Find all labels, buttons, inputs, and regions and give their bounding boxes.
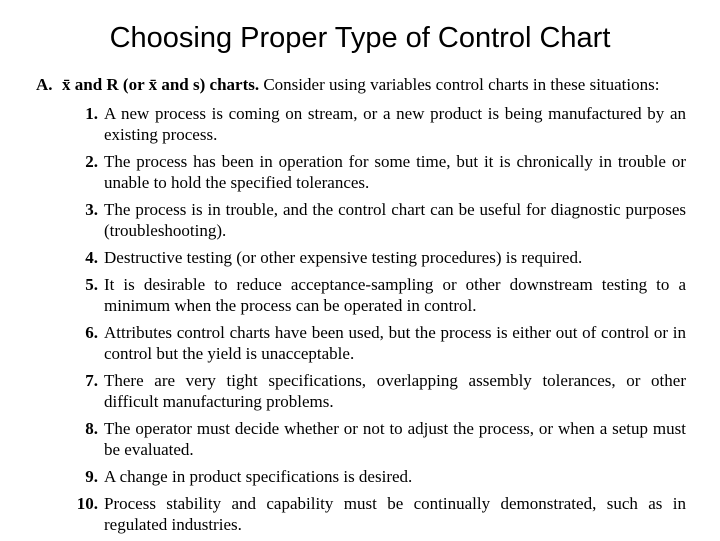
list-item-number: 10. xyxy=(76,494,98,513)
list-item xyxy=(36,493,686,535)
list-item-text: The process has been in operation for some time, but it is chronically in trouble or unable to hold the specified tolerances. xyxy=(104,152,686,192)
numbered-list xyxy=(36,103,686,535)
section-heading xyxy=(36,74,686,95)
list-item-text: Process stability and capability must be continually demonstrated, such as in regulated industries. xyxy=(104,494,686,534)
list-item-text: The operator must decide whether or not to adjust the process, or when a setup must be evaluated. xyxy=(104,419,686,459)
list-item-number: 9. xyxy=(85,467,98,486)
list-item xyxy=(36,199,686,241)
list-item-text: A change in product specifications is desired. xyxy=(104,467,413,486)
slide-title: Choosing Proper Type of Control Chart xyxy=(109,22,611,54)
list-item xyxy=(36,418,686,460)
section-heading-rest: Consider using variables control charts in these situations: xyxy=(259,75,660,94)
section-heading-bold: x̄ and R (or x̄ and s) charts. xyxy=(62,75,260,94)
slide-content xyxy=(36,74,686,541)
list-item-number: 3. xyxy=(85,200,98,219)
section-letter: A. xyxy=(36,75,53,94)
list-item-text: A new process is coming on stream, or a new product is being manufactured by an existing process. xyxy=(104,104,686,144)
list-item-number: 7. xyxy=(85,371,98,390)
list-item-text: It is desirable to reduce acceptance-sampling or other downstream testing to a minimum when the process can be operated in control. xyxy=(104,275,686,315)
list-item xyxy=(36,151,686,193)
list-item-number: 8. xyxy=(85,419,98,438)
list-item-text: There are very tight specifications, overlapping assembly tolerances, or other difficult manufacturing problems. xyxy=(104,371,686,411)
list-item-number: 5. xyxy=(85,275,98,294)
list-item-number: 4. xyxy=(85,248,98,267)
list-item xyxy=(36,247,686,268)
list-item-number: 2. xyxy=(85,152,98,171)
list-item xyxy=(36,322,686,364)
list-item-number: 6. xyxy=(85,323,98,342)
list-item xyxy=(36,466,686,487)
list-item-text: Attributes control charts have been used, but the process is either out of control or in control but the yield is unacceptable. xyxy=(104,323,686,363)
list-item xyxy=(36,370,686,412)
list-item-text: Destructive testing (or other expensive testing procedures) is required. xyxy=(104,248,583,267)
list-item xyxy=(36,274,686,316)
section-heading-text xyxy=(62,74,659,95)
list-item-text: The process is in trouble, and the control chart can be useful for diagnostic purposes (troubleshooting). xyxy=(104,200,686,240)
list-item-number: 1. xyxy=(85,104,98,123)
list-item xyxy=(36,103,686,145)
